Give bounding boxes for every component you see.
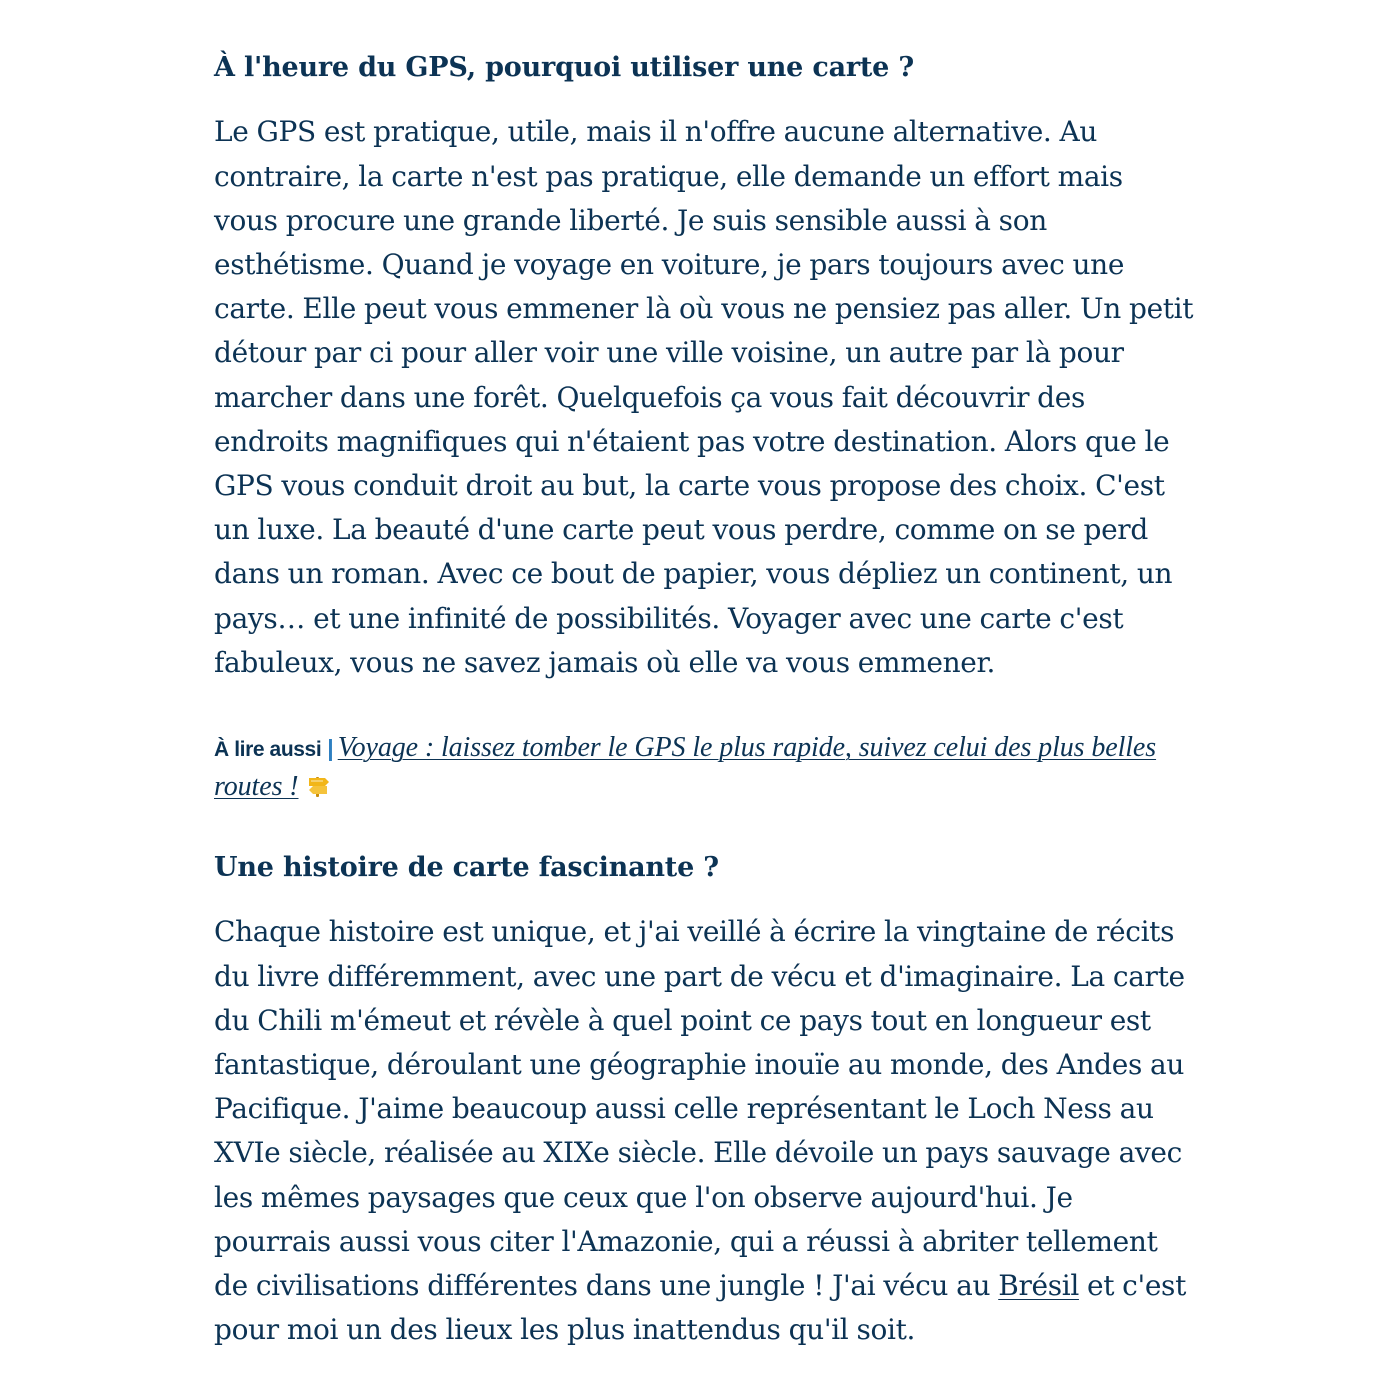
read-also-label: À lire aussi (214, 738, 322, 762)
section-heading-gps: À l'heure du GPS, pourquoi utiliser une carte ? (214, 52, 914, 83)
paragraph-gps: Le GPS est pratique, utile, mais il n'offre aucune alternative. Au contraire, la carte n'est pas pratique, elle demande un effort mais vous procure une grande liberté. Je suis sensible aussi à son esthétisme. Quand je voyage en voiture, je pars toujours avec une carte. Elle peut vous emmener là où vous ne pensiez pas aller. Un petit détour par ci pour aller voir une ville voisine, un autre par là pour marcher dans une forêt. Quelquefois ça vous fait découvrir des endroits magnifiques qui n'étaient pas votre destination. Alors que le GPS vous conduit droit au but, la carte vous propose des choix. C'est un luxe. La beauté d'une carte peut vous perdre, comme on se perd dans un roman. Avec ce bout de papier, vous dépliez un continent, un pays… et une infinité de possibilités. Voyager avec une carte c'est fabuleux, vous ne savez jamais où elle va vous emmener. (214, 115, 1194, 679)
read-also-link[interactable]: Voyage : laissez tomber le GPS le plus rapide, suivez celui des plus belles routes ! (214, 732, 1157, 803)
bresil-link[interactable]: Brésil (998, 1269, 1079, 1303)
read-also-block (214, 729, 1194, 806)
read-also-separator: | (327, 735, 334, 762)
article-body (214, 44, 1194, 1352)
paragraph-histoire-text-end: et c'est pour moi un des lieux les plus inattendus qu'il soit. (214, 1269, 1186, 1347)
paragraph-histoire (214, 910, 1194, 1352)
section-heading-histoire: Une histoire de carte fascinante ? (214, 852, 719, 884)
paragraph-histoire-text-start: Chaque histoire est unique, et j'ai veillé à écrire la vingtaine de récits du livre différemment, avec une part de vécu et d'imaginaire. La carte du Chili m'émeut et révèle à quel point ce pays tout en longueur est fantastique, déroulant une géographie inouïe au monde, des Andes au Pacifique. J'aime beaucoup aussi celle représentant le Loch Ness au XVIe siècle, réalisée au XIXe siècle. Elle dévoile un pays sauvage avec les mêmes paysages que ceux que l'on observe aujourd'hui. Je pourrais aussi vous citer l'Amazonie, qui a réussi à abriter tellement de civilisations différentes dans une jungle ! J'ai vécu au (214, 915, 1185, 1303)
signpost-icon (305, 772, 331, 796)
